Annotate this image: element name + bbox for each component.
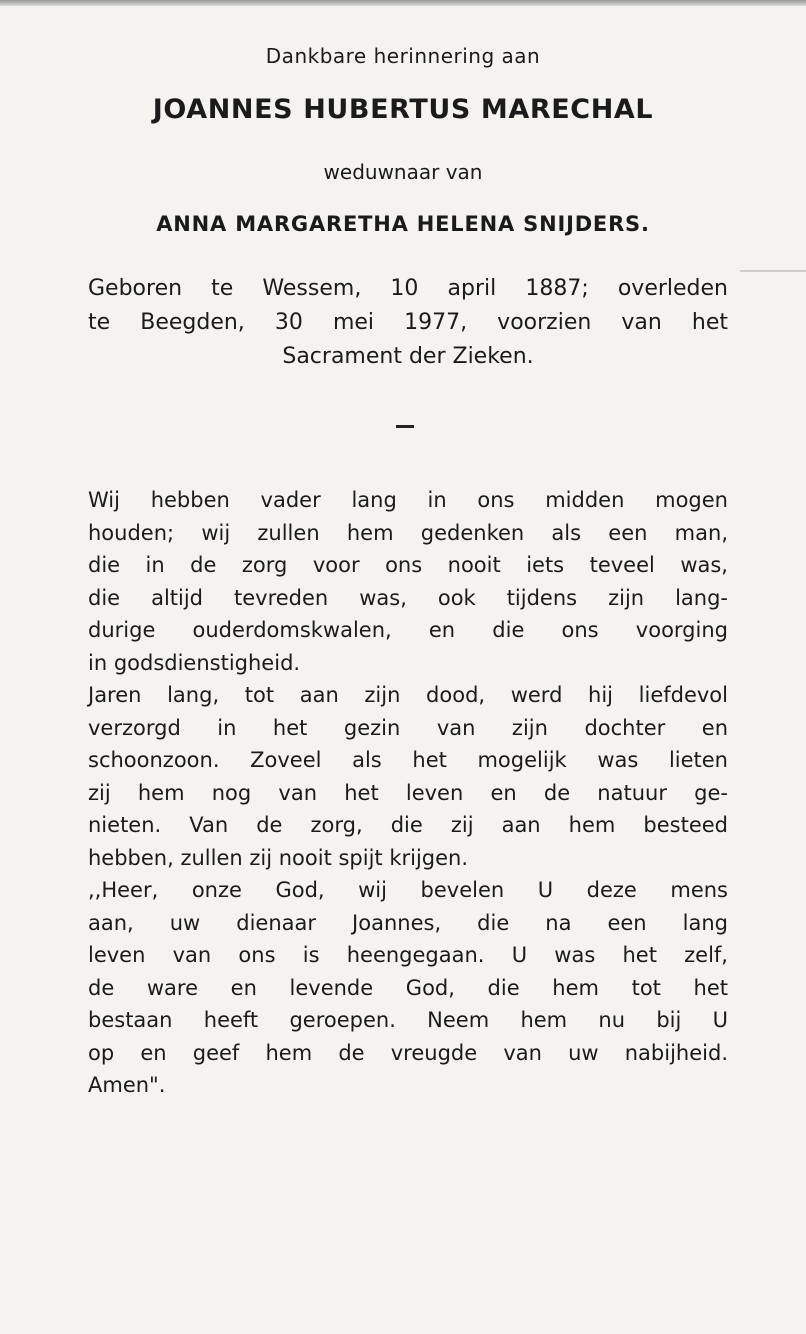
text-line: ,,Heer, onze God, wij bevelen U deze mens	[88, 878, 728, 902]
birth-death-details	[88, 272, 728, 374]
text-line: Jaren lang, tot aan zijn dood, werd hij liefdevol	[88, 683, 728, 707]
text-line: bestaan heeft geroepen. Neem hem nu bij U	[88, 1008, 728, 1032]
text-line: hebben, zullen zij nooit spijt krijgen.	[88, 845, 469, 870]
text-line: verzorgd in het gezin van zijn dochter en	[88, 715, 728, 740]
separator-dash	[396, 425, 414, 428]
bio-line: Geboren te Wessem, 10 april 1887; overleden	[88, 276, 728, 301]
deceased-name: JOANNES HUBERTUS MARECHAL	[152, 94, 654, 125]
bio-line: te Beegden, 30 mei 1977, voorzien van het	[88, 310, 728, 335]
text-line: die altijd tevreden was, ook tijdens zijn lang-	[88, 585, 728, 610]
text-line: zij hem nog van het leven en de natuur ge-	[88, 780, 728, 805]
text-line: schoonzoon. Zoveel als het mogelijk was lieten	[88, 748, 728, 772]
relation-line: weduwnaar van	[323, 160, 483, 184]
card-top-edge	[0, 0, 806, 6]
text-line: leven van ons is heengegaan. U was het zelf,	[88, 943, 728, 967]
text-line: die in de zorg voor ons nooit iets teveel was,	[88, 553, 728, 577]
text-line: de ware en levende God, die hem tot het	[88, 975, 728, 1000]
spouse-name: ANNA MARGARETHA HELENA SNIJDERS.	[156, 212, 650, 236]
memorial-text	[88, 484, 728, 1102]
bio-line: Sacrament der Zieken.	[282, 344, 534, 369]
text-line: Amen".	[88, 1073, 166, 1097]
intro-line: Dankbare herinnering aan	[265, 44, 541, 68]
text-line: aan, uw dienaar Joannes, die na een lang	[88, 910, 728, 935]
text-line: in godsdienstigheid.	[88, 650, 301, 675]
text-line: houden; wij zullen hem gedenken als een man,	[88, 520, 728, 545]
bleed-rule	[740, 270, 806, 272]
text-line: op en geef hem de vreugde van uw nabijheid.	[88, 1040, 728, 1065]
text-line: durige ouderdomskwalen, en die ons voorging	[88, 618, 728, 642]
text-line: nieten. Van de zorg, die zij aan hem besteed	[88, 813, 728, 837]
text-line: Wij hebben vader lang in ons midden mogen	[88, 488, 728, 512]
